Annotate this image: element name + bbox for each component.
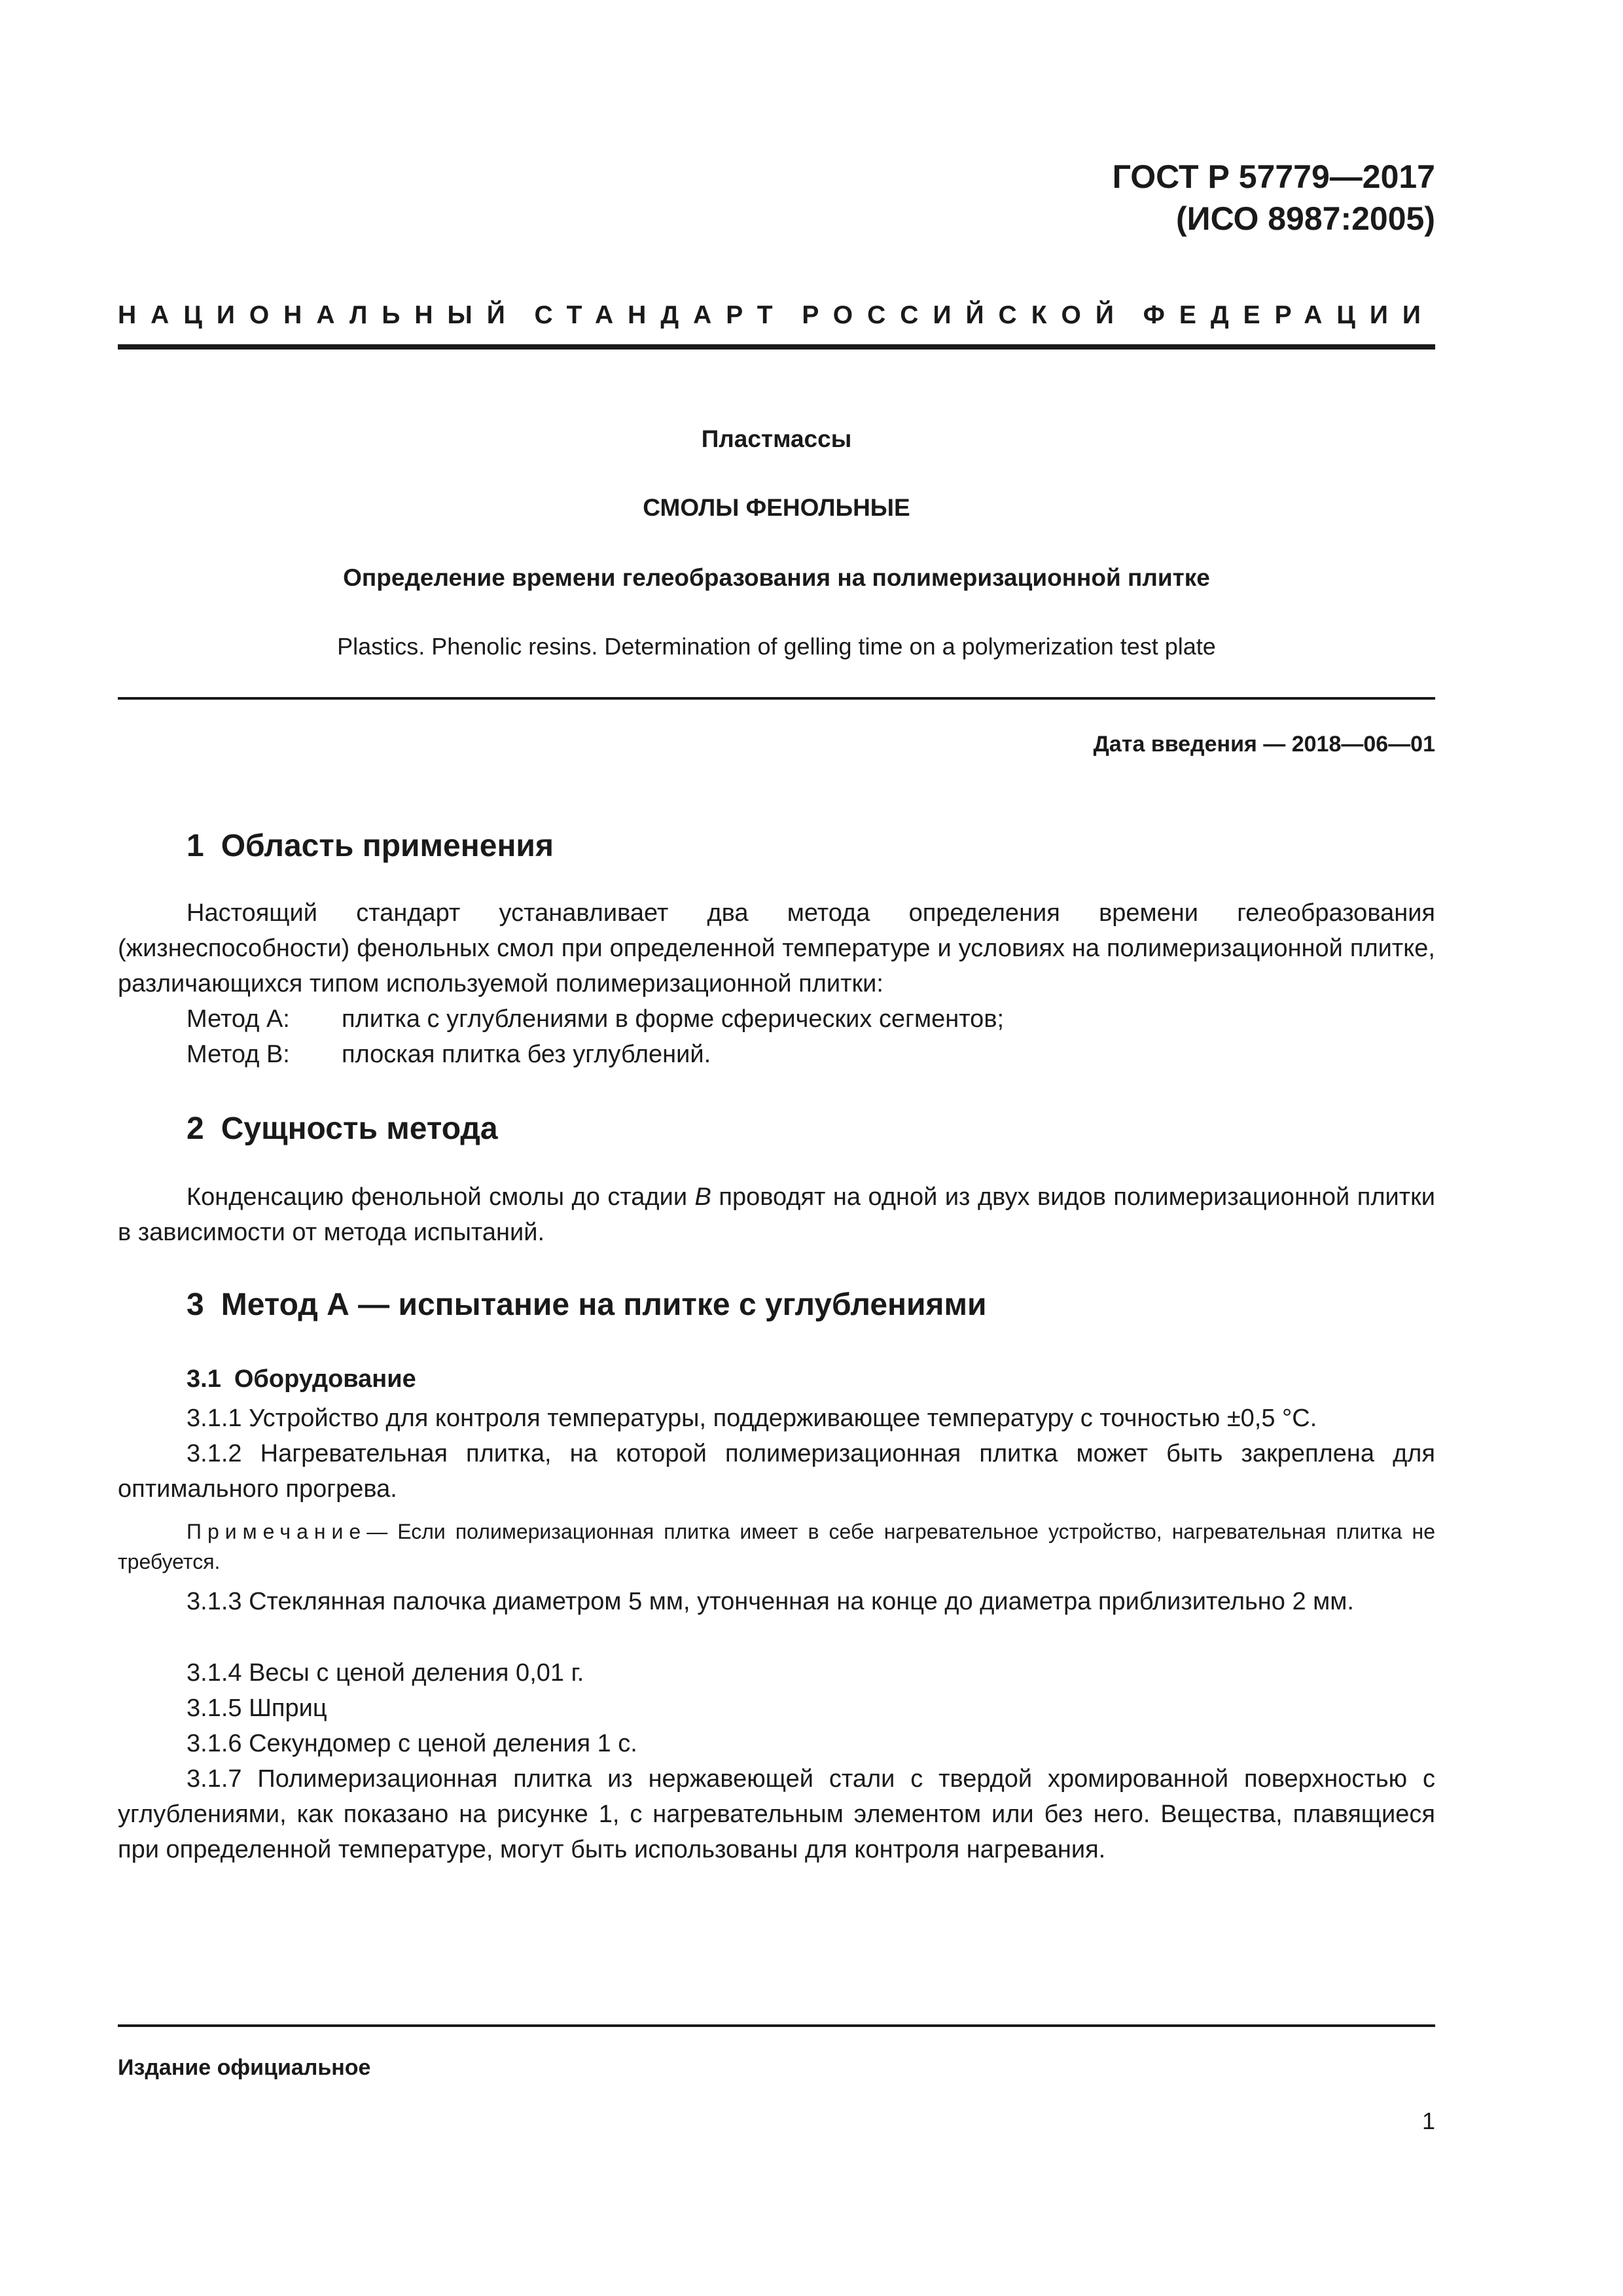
section-2-heading [187,1111,498,1147]
method-b-text: плоская плитка без углублений. [342,1041,711,1068]
standard-code-gost: ГОСТ Р 57779—2017 [1112,158,1435,195]
edition-label: Издание официальное [118,2055,371,2080]
note-label: Примечание [187,1520,367,1543]
subject-title: СМОЛЫ ФЕНОЛЬНЫЕ [643,494,910,521]
subsection-3-1-heading [187,1365,416,1393]
section-2-paragraph [118,1179,1435,1250]
section-number: 1 [187,829,204,863]
section-number: 3 [187,1287,204,1322]
footer-divider [118,2024,1435,2027]
subtitle: Определение времени гелеобразования на полимеризационной плитке [343,564,1210,591]
text-run: проводят на одной из двух видов полимеризационной плитки в зависимости от метода испытаний. [118,1183,1435,1246]
banner-word: ФЕДЕРАЦИИ [1143,301,1435,329]
text-run: Конденсацию фенольной смолы до стадии [187,1183,695,1211]
page-number: 1 [1421,2108,1435,2134]
item-3-1-1: 3.1.1 Устройство для контроля температуры, поддерживающее температуру с точностью ±0,5 °С. [187,1405,1317,1432]
title-divider [118,697,1435,700]
stage-letter: В [694,1183,711,1211]
subsection-number: 3.1 [187,1365,221,1393]
item-3-1-5: 3.1.5 Шприц [187,1695,327,1722]
header-divider [118,344,1435,350]
category-title: Пластмассы [701,425,852,452]
subsection-title: Оборудование [234,1365,416,1393]
standard-code [1113,156,1435,240]
item-3-1-4: 3.1.4 Весы с ценой деления 0,01 г. [187,1659,584,1687]
banner-word: СТАНДАРТ [534,301,787,329]
banner-word: НАЦИОНАЛЬНЫЙ [118,301,520,329]
method-a-label: Метод А: [187,1005,290,1033]
method-a-text: плитка с углублениями в форме сферических сегментов; [342,1005,1005,1033]
item-3-1-7: 3.1.7 Полимеризационная плитка из нержавеющей стали с твердой хромированной поверхностью с углублениями, как показано на рисунке 1, с нагревательным элементом или без него. Вещества, плавящиеся при определенной температуре, могут быть использованы для контроля нагревания. [118,1765,1435,1863]
section-number: 2 [187,1111,204,1146]
method-a-line [187,1001,1004,1037]
section-title: Область применения [221,829,554,863]
section-1-paragraph: Настоящий стандарт устанавливает два метода определения времени гелеобразования (жизнеспособности) фенольных смол при определенной температуре и условиях на полимеризационной плитке, различающихся типом используемой полимеризационной плитки: [118,899,1435,997]
item-3-1-2: 3.1.2 Нагревательная плитка, на которой полимеризационная плитка может быть закреплена для оптимального прогрева. [118,1440,1435,1503]
section-3-heading [187,1287,987,1323]
method-b-line [187,1037,711,1072]
introduction-date: Дата введения — 2018—06—01 [1093,732,1435,757]
english-title: Plastics. Phenolic resins. Determination of gelling time on a polymerization test plate [337,633,1216,660]
item-3-1-6: 3.1.6 Секундомер с ценой деления 1 с. [187,1730,637,1757]
note-text: — Если полимеризационная плитка имеет в себе нагревательное устройство, нагревательная плитка не требуется. [118,1520,1435,1573]
note [118,1516,1435,1577]
section-title: Метод А — испытание на плитке с углублениями [221,1287,987,1322]
standard-code-iso: (ИСО 8987:2005) [1176,200,1435,237]
banner-word: РОССИЙСКОЙ [802,301,1128,329]
section-1-heading [187,828,554,864]
section-title: Сущность метода [221,1111,498,1146]
method-b-label: Метод В: [187,1041,290,1068]
national-standard-banner [118,301,1435,330]
item-3-1-3: 3.1.3 Стеклянная палочка диаметром 5 мм, утонченная на конце до диаметра приблизительно 2 мм. [187,1588,1354,1615]
